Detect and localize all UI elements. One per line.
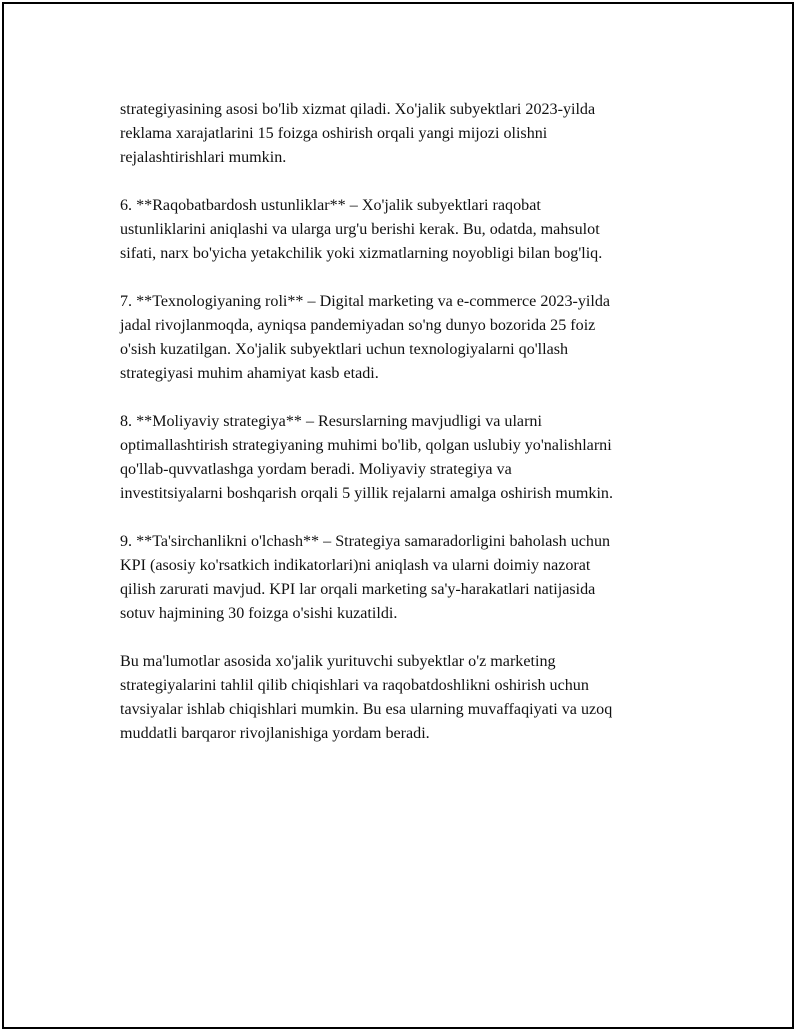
text-line: sotuv hajmining 30 foizga o'sishi kuzatildi. <box>120 605 398 622</box>
document-body <box>120 98 700 770</box>
text-line: strategiyasi muhim ahamiyat kasb etadi. <box>120 365 379 382</box>
text-line: KPI (asosiy ko'rsatkich indikatorlari)ni aniqlash va ularni doimiy nazorat <box>120 557 591 574</box>
text-line: 9. **Ta'sirchanlikni o'lchash** – Strategiya samaradorligini baholash uchun <box>120 533 611 550</box>
text-line: optimallashtirish strategiyaning muhimi bo'lib, qolgan uslubiy yo'nalishlarni <box>120 437 612 454</box>
text-line: strategiyalarini tahlil qilib chiqishlari va raqobatdoshlikni oshirish uchun <box>120 677 589 694</box>
text-line: reklama xarajatlarini 15 foizga oshirish orqali yangi mijozi olishni <box>120 125 548 142</box>
text-line: 7. **Texnologiyaning roli** – Digital marketing va e-commerce 2023-yilda <box>120 293 611 310</box>
text-line: qilish zarurati mavjud. KPI lar orqali marketing sa'y-harakatlari natijasida <box>120 581 596 598</box>
text-line: tavsiyalar ishlab chiqishlari mumkin. Bu esa ularning muvaffaqiyati va uzoq <box>120 701 613 718</box>
paragraph-intro-continuation <box>120 98 700 170</box>
text-line: rejalashtirishlari mumkin. <box>120 149 287 166</box>
text-line: o'sish kuzatilgan. Xo'jalik subyektlari uchun texnologiyalarni qo'llash <box>120 341 569 358</box>
text-line: 6. **Raqobatbardosh ustunliklar** – Xo'jalik subyektlari raqobat <box>120 197 541 214</box>
text-line: muddatli barqaror rivojlanishiga yordam beradi. <box>120 725 430 742</box>
text-line: sifati, narx bo'yicha yetakchilik yoki xizmatlarning noyobligi bilan bog'liq. <box>120 245 603 262</box>
paragraph-item-6 <box>120 194 700 266</box>
text-line: investitsiyalarni boshqarish orqali 5 yillik rejalarni amalga oshirish mumkin. <box>120 485 614 502</box>
text-line: jadal rivojlanmoqda, ayniqsa pandemiyadan so'ng dunyo bozorida 25 foiz <box>120 317 596 334</box>
text-line: Bu ma'lumotlar asosida xo'jalik yurituvchi subyektlar o'z marketing <box>120 653 556 670</box>
paragraph-item-9 <box>120 530 700 626</box>
text-line: ustunliklarini aniqlashi va ularga urg'u berishi kerak. Bu, odatda, mahsulot <box>120 221 600 238</box>
text-line: strategiyasining asosi bo'lib xizmat qiladi. Xo'jalik subyektlari 2023-yilda <box>120 101 596 118</box>
document-page <box>2 2 794 1029</box>
text-line: qo'llab-quvvatlashga yordam beradi. Moliyaviy strategiya va <box>120 461 512 478</box>
paragraph-item-8 <box>120 410 700 506</box>
paragraph-conclusion <box>120 650 700 746</box>
paragraph-item-7 <box>120 290 700 386</box>
text-line: 8. **Moliyaviy strategiya** – Resurslarning mavjudligi va ularni <box>120 413 542 430</box>
